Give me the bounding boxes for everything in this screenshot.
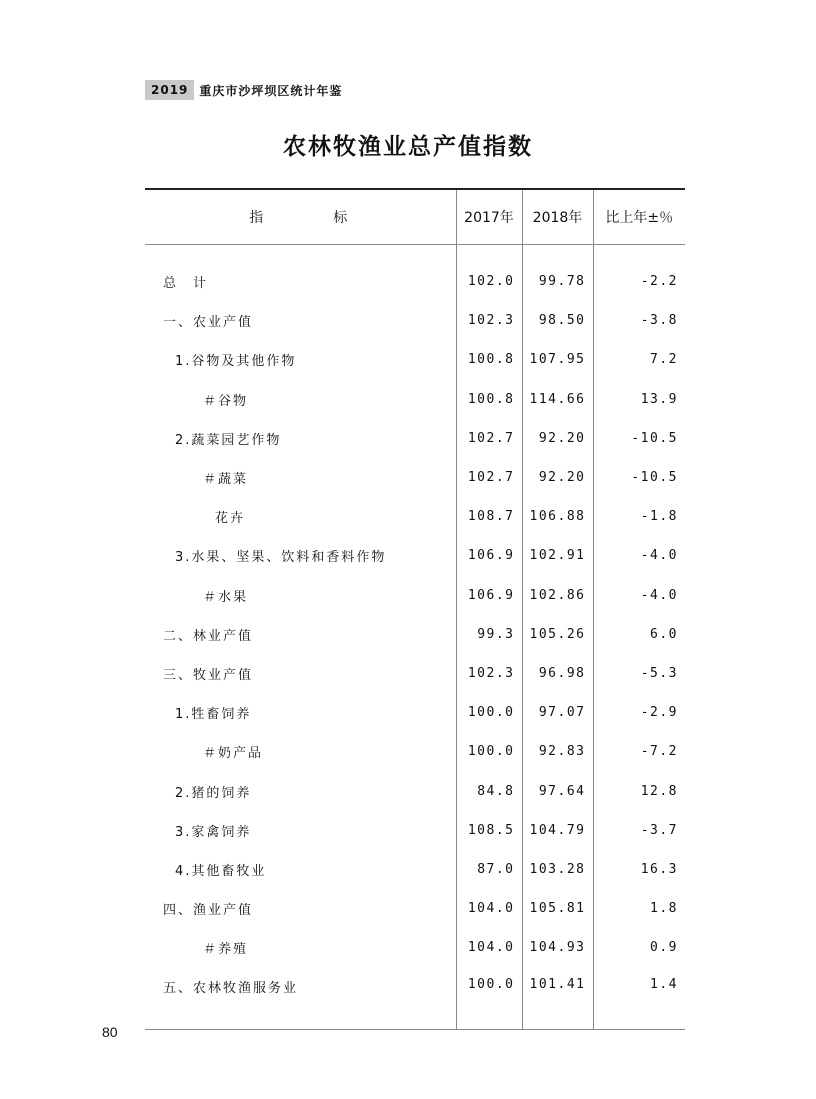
value-change: -4.0 [593,536,685,575]
value-2018: 103.28 [522,850,593,889]
value-2018: 92.83 [522,732,593,771]
value-2017: 100.0 [456,693,522,732]
table-row [145,380,685,419]
row-label: ＃蔬菜 [203,472,249,488]
value-2018: 101.41 [522,967,593,1030]
table-row [145,811,685,850]
value-2017: 102.3 [456,301,522,340]
value-2018: 106.88 [522,497,593,536]
row-label: 2.猪的饲养 [175,785,252,801]
value-2017: 84.8 [456,771,522,810]
value-2018: 96.98 [522,654,593,693]
value-change: -1.8 [593,497,685,536]
value-2017: 100.0 [456,967,522,1030]
value-2017: 99.3 [456,615,522,654]
table-row [145,771,685,810]
value-change: -3.8 [593,301,685,340]
table-row [145,889,685,928]
row-label: 4.其他畜牧业 [175,863,267,879]
table-row [145,615,685,654]
header-year: 2019 [145,80,194,100]
value-2017: 100.0 [456,732,522,771]
table-row [145,732,685,771]
table-row [145,693,685,732]
value-change: -10.5 [593,419,685,458]
row-label: 总 计 [163,276,209,292]
table-header-row [145,189,685,244]
value-2017: 106.9 [456,536,522,575]
row-label: ＃养殖 [203,942,249,958]
row-label: 一、农业产值 [163,315,254,331]
value-change: -5.3 [593,654,685,693]
table-row [145,576,685,615]
row-label: 1.谷物及其他作物 [175,354,297,370]
value-change: 7.2 [593,340,685,379]
row-label: 四、渔业产值 [163,903,254,919]
value-change: 1.4 [593,967,685,1030]
value-2017: 106.9 [456,576,522,615]
value-2018: 105.81 [522,889,593,928]
running-header [145,80,343,100]
value-change: -7.2 [593,732,685,771]
table-row [145,458,685,497]
table-row [145,967,685,1030]
value-2017: 108.5 [456,811,522,850]
row-label: 3.水果、坚果、饮料和香料作物 [175,550,387,566]
value-change: -4.0 [593,576,685,615]
row-label: 1.牲畜饲养 [175,707,252,723]
column-header-indicator: 指 标 [145,189,456,244]
page-number: 80 [102,1024,118,1040]
header-book-title: 重庆市沙坪坝区统计年鉴 [199,83,343,98]
value-2017: 108.7 [456,497,522,536]
row-label: 二、林业产值 [163,628,254,644]
table-row [145,301,685,340]
value-2018: 102.91 [522,536,593,575]
value-2018: 99.78 [522,262,593,301]
table-row [145,419,685,458]
row-label: ＃水果 [203,589,249,605]
table-row [145,536,685,575]
value-2018: 92.20 [522,458,593,497]
value-change: -10.5 [593,458,685,497]
row-label: 三、牧业产值 [163,667,254,683]
value-2018: 114.66 [522,380,593,419]
table-row [145,497,685,536]
value-2017: 100.8 [456,340,522,379]
column-header-2017: 2017年 [456,189,522,244]
page-title: 农林牧渔业总产值指数 [283,133,533,160]
row-label: 3.家禽饲养 [175,824,252,840]
value-2017: 100.8 [456,380,522,419]
value-2017: 102.7 [456,419,522,458]
value-change: 12.8 [593,771,685,810]
table-row [145,850,685,889]
spacer-row [145,244,685,262]
value-2017: 102.0 [456,262,522,301]
value-2018: 98.50 [522,301,593,340]
value-2017: 102.7 [456,458,522,497]
row-label: 2.蔬菜园艺作物 [175,432,282,448]
table-row [145,262,685,301]
table-row [145,340,685,379]
table-body [145,244,685,1030]
row-label: 花卉 [215,511,246,527]
value-2017: 104.0 [456,928,522,967]
value-2018: 102.86 [522,576,593,615]
table-row [145,654,685,693]
value-change: 16.3 [593,850,685,889]
value-2018: 105.26 [522,615,593,654]
value-2017: 102.3 [456,654,522,693]
row-label: ＃谷物 [203,393,249,409]
value-2018: 97.07 [522,693,593,732]
column-header-2018: 2018年 [522,189,593,244]
value-2018: 92.20 [522,419,593,458]
value-2018: 104.93 [522,928,593,967]
value-2017: 104.0 [456,889,522,928]
index-table [145,188,685,1030]
value-2018: 107.95 [522,340,593,379]
value-change: -3.7 [593,811,685,850]
value-change: 0.9 [593,928,685,967]
value-2018: 97.64 [522,771,593,810]
value-2017: 87.0 [456,850,522,889]
row-label: 五、农林牧渔服务业 [145,967,456,1030]
row-label: ＃奶产品 [203,746,264,762]
value-change: 13.9 [593,380,685,419]
table-row [145,928,685,967]
value-change: -2.9 [593,693,685,732]
value-change: 6.0 [593,615,685,654]
value-change: -2.2 [593,262,685,301]
value-2018: 104.79 [522,811,593,850]
value-change: 1.8 [593,889,685,928]
column-header-change: 比上年±％ [593,189,685,244]
